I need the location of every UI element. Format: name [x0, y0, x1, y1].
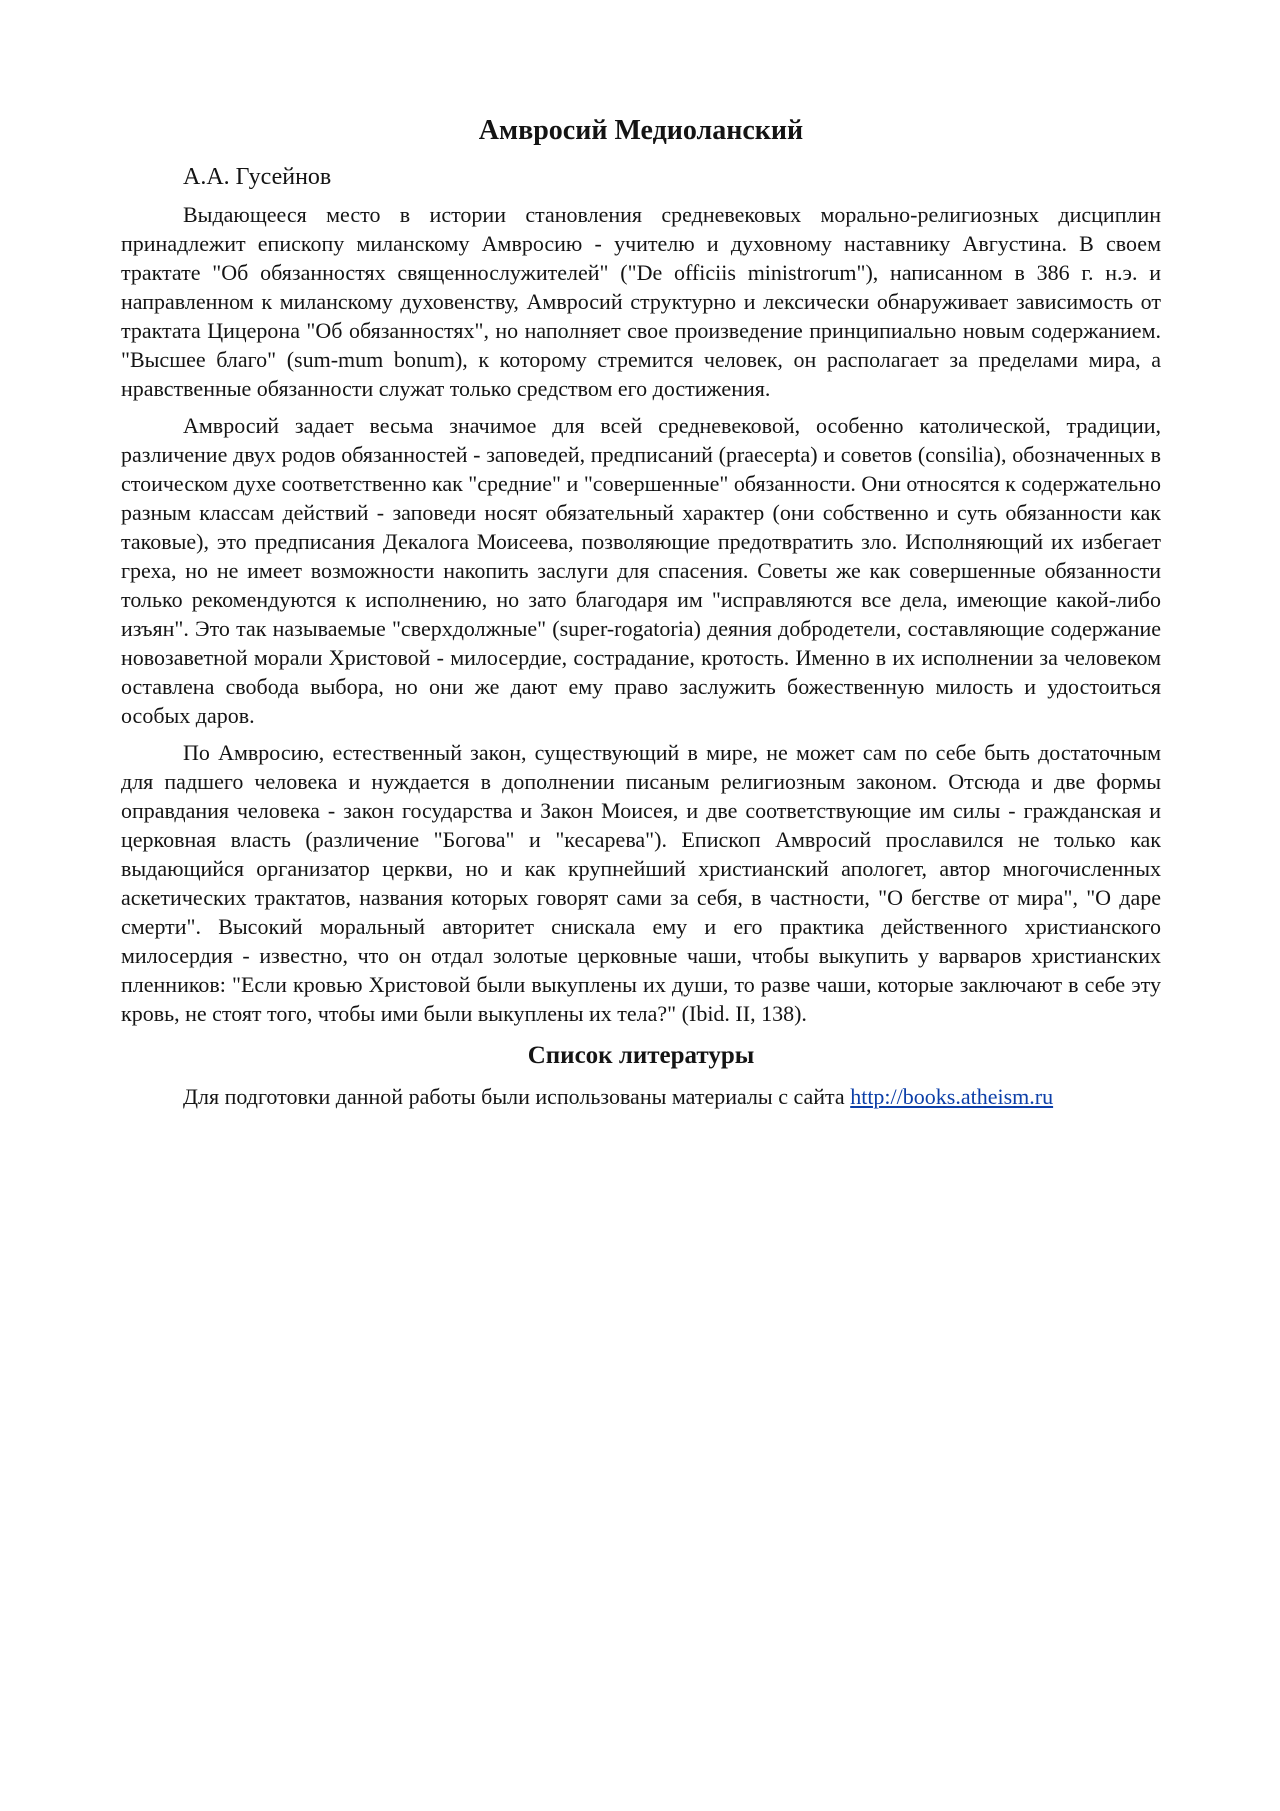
paragraph-1: Выдающееся место в истории становления средневековых морально-религиозных дисциплин принадлежит епископу миланскому Амвросию - учителю и духовному наставнику Августина. В своем трактате "Об обязанностях священнослужителей" ("De officiis ministrorum"), написанном в 386 г. н.э. и направленном к миланскому духовенству, Амвросий структурно и лексически обнаруживает зависимость от трактата Цицерона "Об обязанностях", но наполняет свое произведение принципиально новым содержанием. "Высшее благо" (sum-mum bonum), к которому стремится человек, он располагает за пределами мира, а нравственные обязанности служат только средством его достижения.	[121, 202, 1161, 401]
author-name: А.А. Гусейнов	[183, 164, 332, 190]
references-paragraph	[121, 1082, 1161, 1111]
document-page	[121, 114, 1161, 1119]
paragraph-2: Амвросий задает весьма значимое для всей средневековой, особенно католической, традиции, различение двух родов обязанностей - заповедей, предписаний (praecepta) и советов (consilia), обозначенных в стоическом духе соответственно как "средние" и "совершенные" обязанности. Они относятся к содержательно разным классам действий - заповеди носят обязательный характер (они собственно и суть обязанности как таковые), это предписания Декалога Моисеева, позволяющие предотвратить зло. Исполняющий их избегает греха, но не имеет возможности накопить заслуги для спасения. Советы же как совершенные обязанности только рекомендуются к исполнению, но зато благодаря им "исправляются все дела, имеющие какой-либо изъян". Это так называемые "сверхдолжные" (super-rogatoria) деяния добродетели, составляющие содержание новозаветной морали Христовой - милосердие, сострадание, кротость. Именно в их исполнении за человеком оставлена свобода выбора, но они же дают ему право заслужить божественную милость и удостоиться особых даров.	[121, 413, 1161, 728]
references-heading: Список литературы	[527, 1042, 755, 1069]
document-title: Амвросий Медиоланский	[478, 115, 804, 146]
source-link[interactable]: http://books.atheism.ru	[850, 1084, 1054, 1109]
paragraph-3: По Амвросию, естественный закон, существующий в мире, не может сам по себе быть достаточным для падшего человека и нуждается в дополнении писаным религиозным законом. Отсюда и две формы оправдания человека - закон государства и Закон Моисея, и две соответствующие им силы - гражданская и церковная власть (различение "Богова" и "кесарева"). Епископ Амвросий прославился не только как выдающийся организатор церкви, но и как крупнейший христианский апологет, автор многочисленных аскетических трактатов, названия которых говорят сами за себя, в частности, "О бегстве от мира", "О даре смерти". Высокий моральный авторитет снискала ему и его практика действенного христианского милосердия - известно, что он отдал золотые церковные чаши, чтобы выкупить у варваров христианских пленников: "Если кровью Христовой были выкуплены их души, то разве чаши, которые заключают в себе эту кровь, не стоят того, чтобы ими были выкуплены их тела?" (Ibid. II, 138).	[121, 740, 1161, 1026]
references-text: Для подготовки данной работы были использованы материалы с сайта	[183, 1084, 851, 1109]
